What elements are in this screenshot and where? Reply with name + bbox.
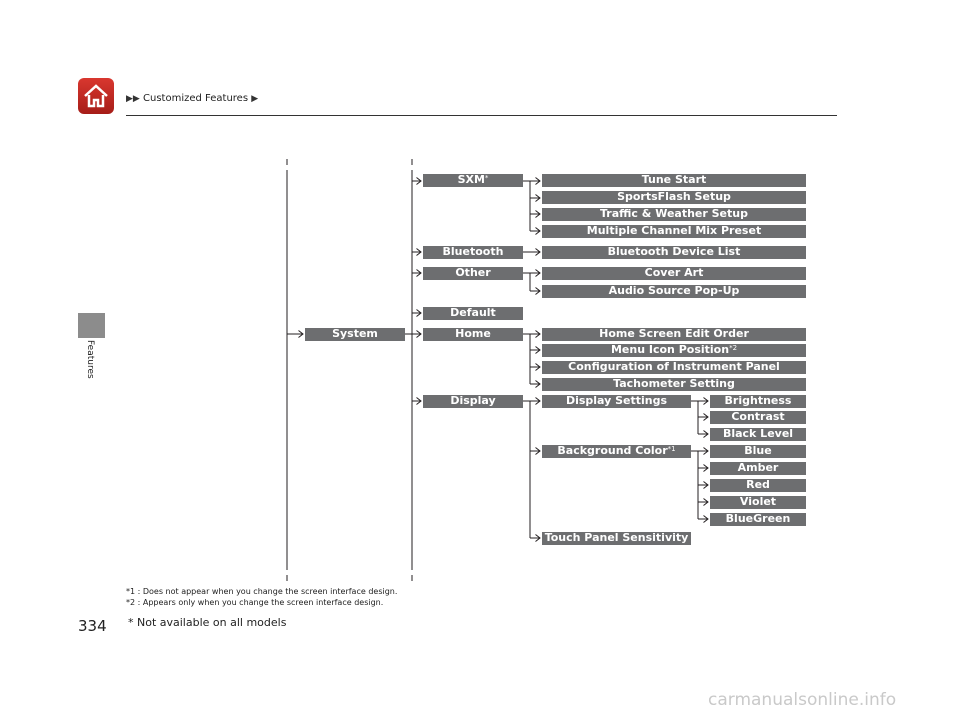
footnote-1: *1 : Does not appear when you change the screen interface design. [126,587,398,596]
page-number: 334 [78,617,107,635]
menu-tune-start: Tune Start [542,174,806,187]
menu-multiple-channel-mix: Multiple Channel Mix Preset [542,225,806,238]
menu-black-level: Black Level [710,428,806,441]
menu-amber: Amber [710,462,806,475]
breadcrumb-end-marker: ▶ [251,94,259,104]
menu-sxm: SXM* [423,174,523,187]
menu-display: Display [423,395,523,408]
menu-sportsflash-setup: SportsFlash Setup [542,191,806,204]
menu-contrast: Contrast [710,411,806,424]
menu-default: Default [423,307,523,320]
menu-red: Red [710,479,806,492]
menu-touch-panel-sensitivity: Touch Panel Sensitivity [542,532,691,545]
availability-mark: * [484,174,489,182]
menu-bluegreen: BlueGreen [710,513,806,526]
menu-violet: Violet [710,496,806,509]
menu-blue: Blue [710,445,806,458]
menu-brightness: Brightness [710,395,806,408]
footnote-mark: *2 [729,344,738,352]
menu-system: System [305,328,405,341]
breadcrumb-link[interactable]: Customized Features [143,93,249,104]
menu-tachometer-setting: Tachometer Setting [542,378,806,391]
breadcrumb-marker: ▶▶ [126,94,140,104]
menu-bluetooth: Bluetooth [423,246,523,259]
menu-background-color: Background Color$^{*1}$ [542,445,691,458]
watermark: carmanualsonline.info [708,690,897,710]
menu-other: Other [423,267,523,280]
menu-traffic-weather-setup: Traffic & Weather Setup [542,208,806,221]
menu-menu-icon-position: Menu Icon Position$^{*2}$ [542,344,806,357]
chapter-tab-label: Features [85,340,95,379]
menu-audio-source-popup: Audio Source Pop-Up [542,285,806,298]
footnote-2: *2 : Appears only when you change the screen interface design. [126,598,384,607]
availability-note: * Not available on all models [128,616,287,629]
menu-home: Home [423,328,523,341]
menu-display-settings: Display Settings [542,395,691,408]
menu-home-screen-edit-order: Home Screen Edit Order [542,328,806,341]
footnote-mark: *1 [667,445,676,453]
menu-cover-art: Cover Art [542,267,806,280]
menu-bluetooth-device-list: Bluetooth Device List [542,246,806,259]
menu-configuration-instrument-panel: Configuration of Instrument Panel [542,361,806,374]
